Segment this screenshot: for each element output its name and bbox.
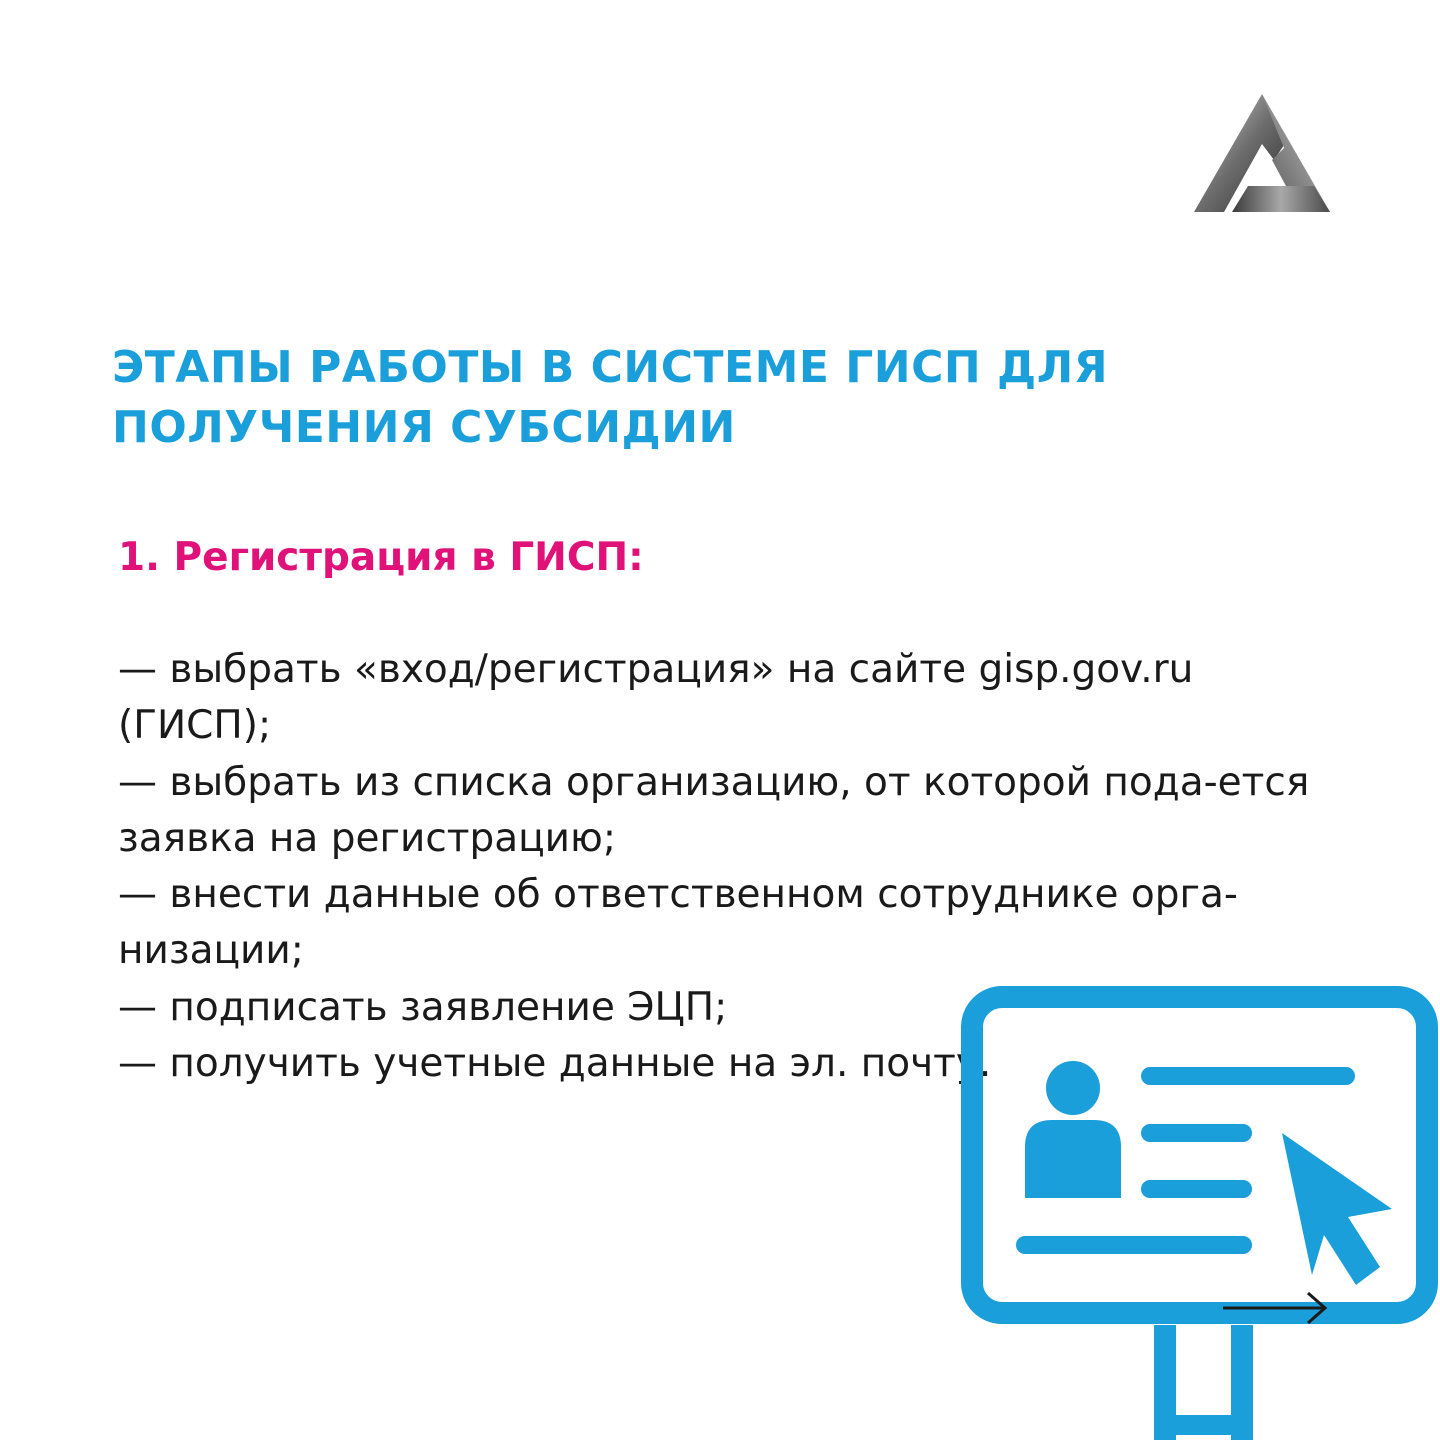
list-item: — получить учетные данные на эл. почту. bbox=[118, 1041, 992, 1087]
step-heading: 1. Регистрация в ГИСП: bbox=[118, 535, 644, 580]
cursor-arrow-icon bbox=[1282, 1133, 1392, 1285]
list-item: — выбрать «вход/регистрация» на сайте gisp.gov.ru (ГИСП); bbox=[118, 647, 1194, 749]
list-item: — подписать заявление ЭЦП; bbox=[118, 984, 728, 1030]
list-item: — выбрать из списка организацию, от которой пода-ется заявка на регистрацию; bbox=[118, 759, 1310, 861]
monitor-profile-icon bbox=[960, 985, 1440, 1440]
list-item: — внести данные об ответственном сотруднике орга-низации; bbox=[118, 872, 1238, 974]
page-title: ЭТАПЫ РАБОТЫ В СИСТЕМЕ ГИСП ДЛЯ ПОЛУЧЕНИЯ СУБСИДИИ bbox=[112, 342, 1109, 453]
avatar-body-icon bbox=[1025, 1120, 1121, 1198]
avatar-head-icon bbox=[1046, 1061, 1100, 1115]
triangle-logo-icon bbox=[1192, 92, 1332, 216]
